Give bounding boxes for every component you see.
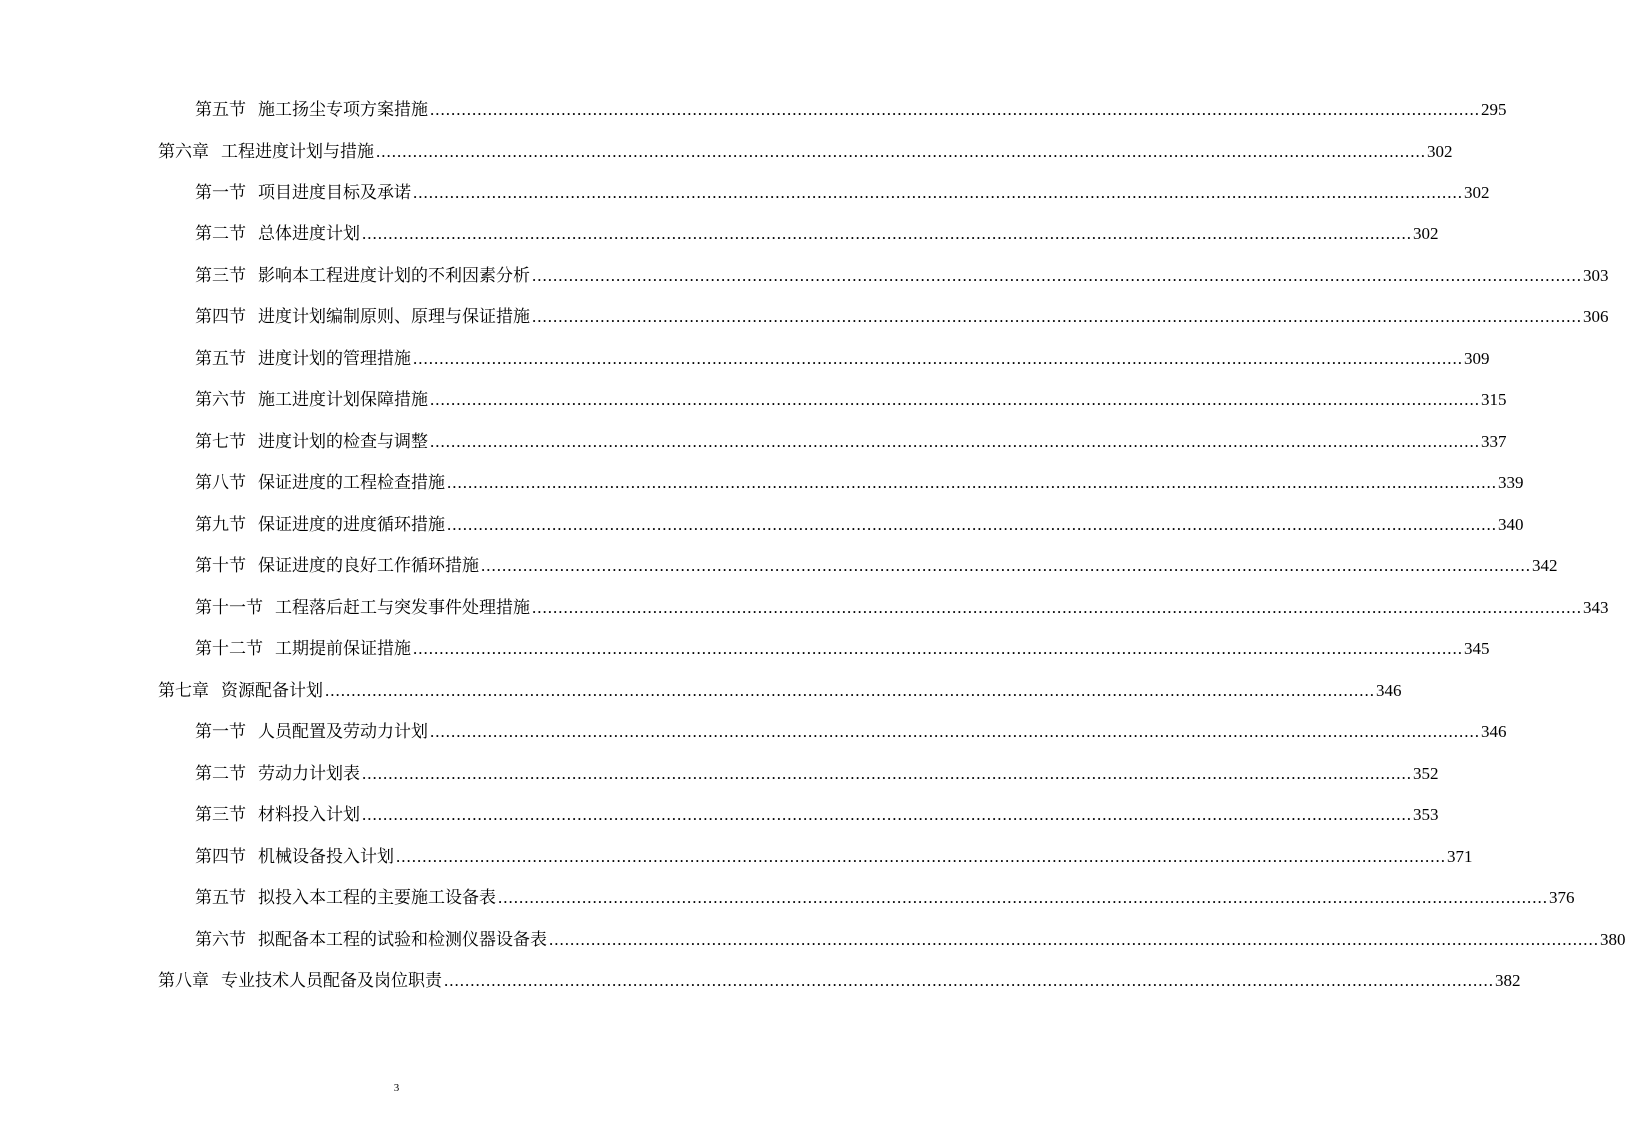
toc-entry-page: 343 (1583, 597, 1609, 617)
toc-entry-title: 拟配备本工程的试验和检测仪器设备表 (258, 929, 547, 950)
toc-entry-number: 第八章 (158, 971, 209, 992)
toc-entry-page: 376 (1549, 888, 1575, 908)
toc-dot-leader: ........................................................................................................................................................................................................ (549, 929, 1599, 949)
toc-entry-number: 第五节 (195, 348, 246, 369)
toc-entry-page: 380 (1600, 929, 1626, 949)
toc-entry[interactable] (195, 429, 1507, 455)
toc-entry[interactable] (195, 802, 1439, 828)
toc-entry-title: 拟投入本工程的主要施工设备表 (258, 888, 496, 909)
toc-dot-leader: ........................................................................................................................................................................................................ (396, 846, 1446, 866)
toc-entry-number: 第十二节 (195, 639, 263, 660)
toc-dot-leader: ........................................................................................................................................................................................................ (413, 639, 1463, 659)
toc-entry-page: 309 (1464, 348, 1490, 368)
toc-entry-number: 第三节 (195, 265, 246, 286)
toc-entry-title: 影响本工程进度计划的不利因素分析 (258, 265, 530, 286)
toc-entry-number: 第八节 (195, 473, 246, 494)
toc-entry[interactable] (195, 304, 1609, 330)
toc-dot-leader: ........................................................................................................................................................................................................ (532, 265, 1582, 285)
toc-entry-page: 371 (1447, 846, 1473, 866)
toc-entry[interactable] (195, 927, 1626, 953)
toc-entry[interactable] (195, 263, 1609, 289)
toc-entry-title: 保证进度的工程检查措施 (258, 473, 445, 494)
toc-entry-number: 第四节 (195, 307, 246, 328)
toc-dot-leader: ........................................................................................................................................................................................................ (481, 556, 1531, 576)
toc-dot-leader: ........................................................................................................................................................................................................ (498, 888, 1548, 908)
toc-entry[interactable] (158, 678, 1402, 704)
toc-entry-number: 第十一节 (195, 597, 263, 618)
toc-entry-page: 337 (1481, 431, 1507, 451)
toc-entry-page: 306 (1583, 307, 1609, 327)
toc-entry-title: 资源配备计划 (221, 680, 323, 701)
toc-dot-leader: ........................................................................................................................................................................................................ (447, 514, 1497, 534)
toc-entry-number: 第二节 (195, 763, 246, 784)
toc-entry-number: 第十节 (195, 556, 246, 577)
toc-entry[interactable] (195, 97, 1507, 123)
toc-entry-number: 第六节 (195, 390, 246, 411)
toc-entry-page: 302 (1464, 183, 1490, 202)
toc-entry-title: 人员配置及劳动力计划 (258, 722, 428, 743)
toc-entry-title: 保证进度的进度循环措施 (258, 514, 445, 535)
toc-entry-page: 315 (1481, 390, 1507, 410)
toc-entry-page: 352 (1413, 763, 1439, 783)
toc-entry-page: 302 (1427, 141, 1453, 161)
toc-entry-page: 339 (1498, 473, 1524, 493)
toc-dot-leader: ........................................................................................................................................................................................................ (447, 473, 1497, 493)
toc-entry[interactable] (195, 470, 1524, 496)
toc-entry[interactable] (195, 595, 1609, 621)
toc-dot-leader: ........................................................................................................................................................................................................ (376, 141, 1426, 161)
toc-dot-leader: ........................................................................................................................................................................................................ (413, 183, 1463, 202)
toc-entry-number: 第五节 (195, 888, 246, 909)
toc-entry-page: 345 (1464, 639, 1490, 659)
toc-entry[interactable] (195, 844, 1473, 870)
toc-entry-number: 第七章 (158, 680, 209, 701)
toc-entry-title: 进度计划的检查与调整 (258, 431, 428, 452)
toc-entry-page: 346 (1376, 680, 1402, 700)
toc-entry-number: 第九节 (195, 514, 246, 535)
toc-entry[interactable] (195, 221, 1439, 247)
toc-entry-title: 劳动力计划表 (258, 763, 360, 784)
toc-entry-number: 第二节 (195, 224, 246, 245)
toc-entry-number: 第一节 (195, 183, 246, 203)
toc-entry-page: 340 (1498, 514, 1524, 534)
toc-entry-page: 295 (1481, 100, 1507, 119)
toc-entry[interactable] (158, 139, 1453, 165)
toc-entry-title: 进度计划编制原则、原理与保证措施 (258, 307, 530, 328)
toc-entry-page: 353 (1413, 805, 1439, 825)
toc-entry-number: 第三节 (195, 805, 246, 826)
toc-entry[interactable] (195, 512, 1524, 538)
toc-dot-leader: ........................................................................................................................................................................................................ (362, 805, 1412, 825)
toc-dot-leader: ........................................................................................................................................................................................................ (430, 100, 1480, 119)
toc-entry-title: 保证进度的良好工作循环措施 (258, 556, 479, 577)
toc-entry-title: 总体进度计划 (258, 224, 360, 245)
toc-entry-number: 第六章 (158, 141, 209, 162)
toc-dot-leader: ........................................................................................................................................................................................................ (362, 763, 1412, 783)
toc-entry[interactable] (195, 636, 1490, 662)
toc-entry-title: 专业技术人员配备及岗位职责 (221, 971, 442, 992)
toc-entry-title: 工期提前保证措施 (275, 639, 411, 660)
toc-entry[interactable] (195, 553, 1558, 579)
toc-entry-title: 材料投入计划 (258, 805, 360, 826)
toc-entry[interactable] (195, 761, 1439, 787)
toc-entry-title: 工程进度计划与措施 (221, 141, 374, 162)
toc-entry-title: 项目进度目标及承诺 (258, 183, 411, 203)
toc-entry-page: 302 (1413, 224, 1439, 244)
toc-dot-leader: ........................................................................................................................................................................................................ (362, 224, 1412, 244)
toc-entry[interactable] (195, 885, 1575, 911)
toc-dot-leader: ........................................................................................................................................................................................................ (444, 971, 1494, 991)
toc-entry-number: 第六节 (195, 929, 246, 950)
toc-entry[interactable] (195, 387, 1507, 413)
toc-dot-leader: ........................................................................................................................................................................................................ (532, 307, 1582, 327)
toc-dot-leader: ........................................................................................................................................................................................................ (430, 390, 1480, 410)
toc-entry-number: 第四节 (195, 846, 246, 867)
toc-dot-leader: ........................................................................................................................................................................................................ (430, 722, 1480, 742)
toc-entry-page: 342 (1532, 556, 1558, 576)
toc-dot-leader: ........................................................................................................................................................................................................ (430, 431, 1480, 451)
toc-entry-title: 进度计划的管理措施 (258, 348, 411, 369)
toc-dot-leader: ........................................................................................................................................................................................................ (325, 680, 1375, 700)
toc-entry-page: 303 (1583, 265, 1609, 285)
toc-entry-number: 第五节 (195, 100, 246, 120)
toc-dot-leader: ........................................................................................................................................................................................................ (413, 348, 1463, 368)
toc-entry-number: 第七节 (195, 431, 246, 452)
toc-entry[interactable] (158, 968, 1521, 994)
toc-entry[interactable] (195, 719, 1507, 745)
toc-entry-title: 机械设备投入计划 (258, 846, 394, 867)
toc-entry-number: 第一节 (195, 722, 246, 743)
toc-entry-title: 工程落后赶工与突发事件处理措施 (275, 597, 530, 618)
toc-entry-title: 施工进度计划保障措施 (258, 390, 428, 411)
toc-entry-page: 346 (1481, 722, 1507, 742)
page-number: 3 (393, 1082, 400, 1094)
toc-entry[interactable] (195, 346, 1490, 372)
toc-entry-page: 382 (1495, 971, 1521, 991)
toc-entry-title: 施工扬尘专项方案措施 (258, 100, 428, 120)
toc-entry[interactable] (195, 180, 1490, 206)
toc-dot-leader: ........................................................................................................................................................................................................ (532, 597, 1582, 617)
